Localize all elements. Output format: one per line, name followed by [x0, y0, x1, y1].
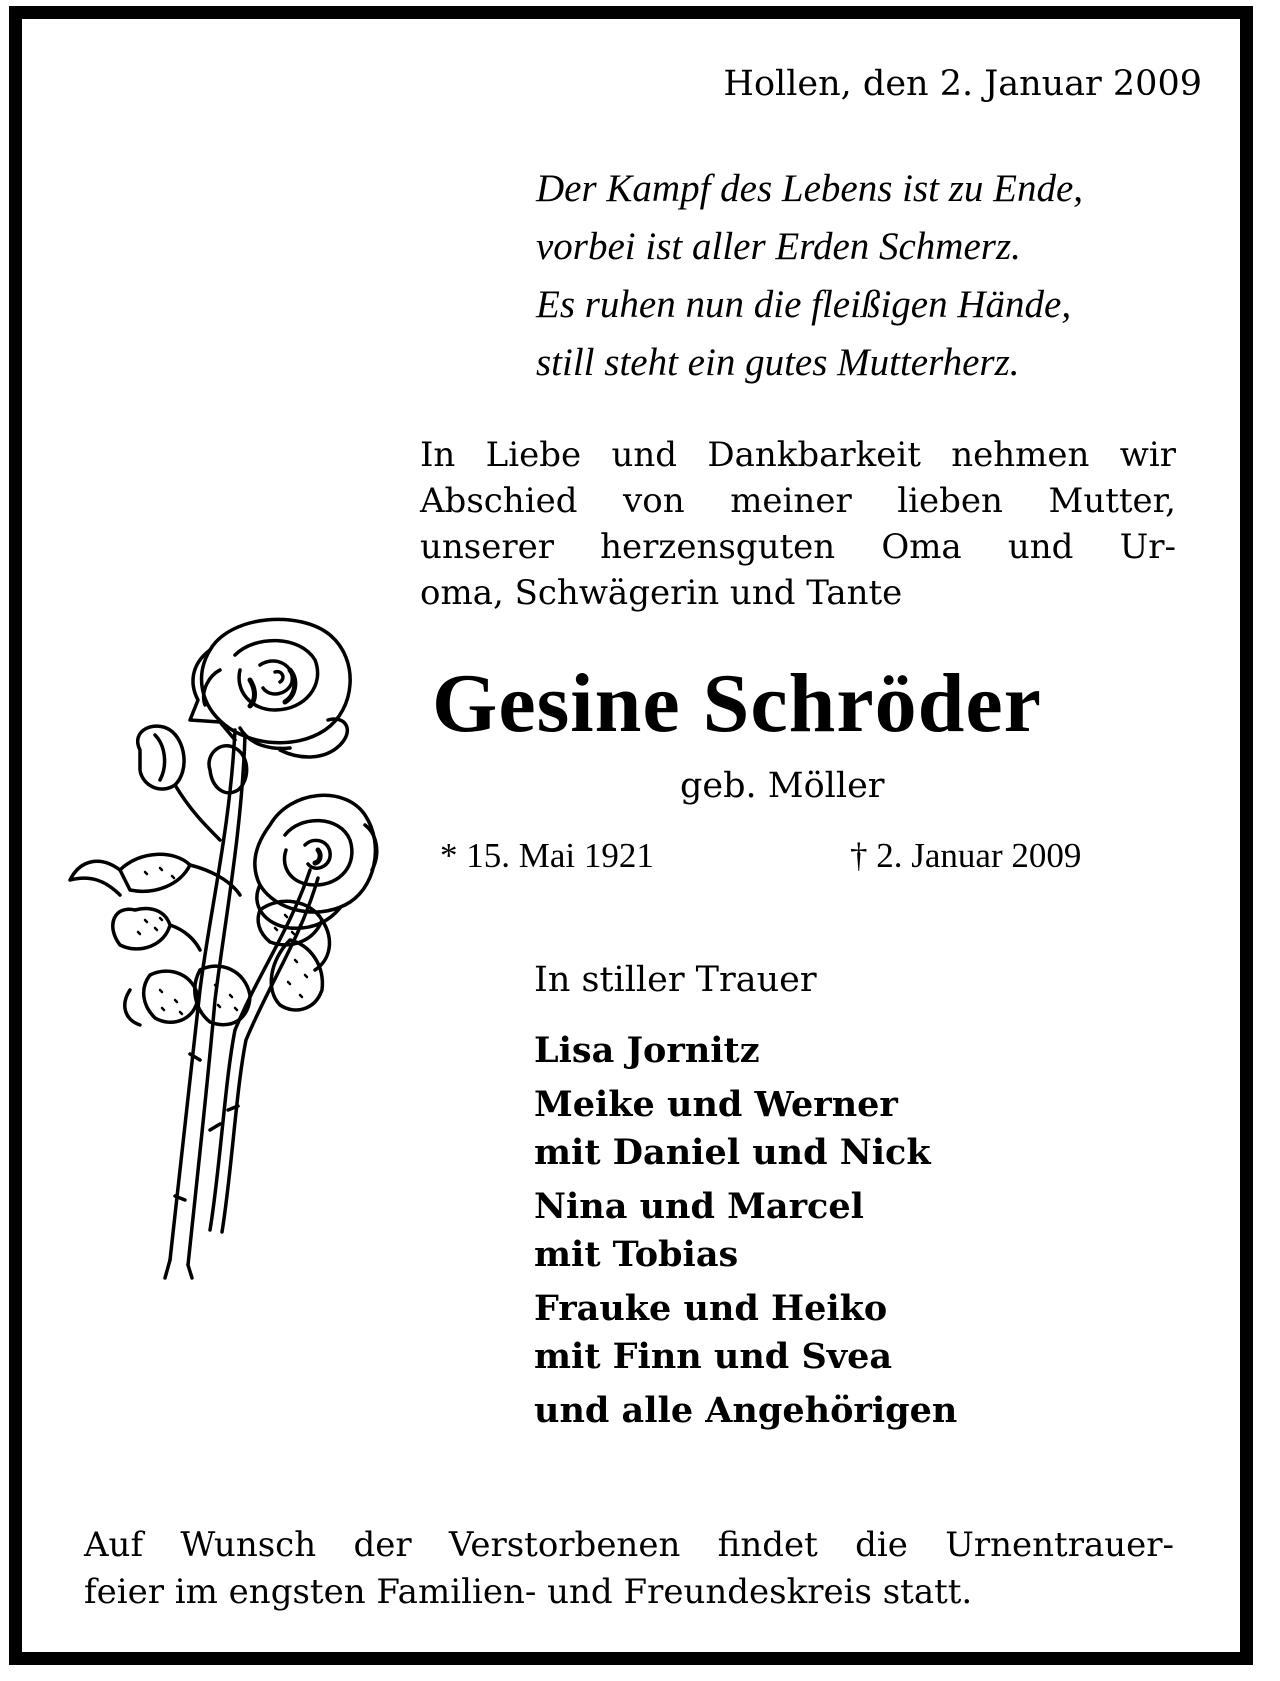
mourning-label: In stiller Trauer [534, 960, 817, 1000]
family-list [534, 1027, 957, 1441]
family-line: und alle Angehörigen [534, 1390, 958, 1431]
family-group [534, 1285, 957, 1381]
birth-date: * 15. Mai 1921 [440, 836, 654, 875]
poem-line: still steht ein gutes Mutterherz. [536, 341, 1020, 384]
family-line: mit Finn und Svea [534, 1336, 893, 1377]
intro-line: unserer herzensguten Oma und Ur- [420, 527, 1176, 567]
family-line: Lisa Jornitz [534, 1030, 760, 1071]
family-line: Nina und Marcel [534, 1186, 864, 1227]
intro-line: In Liebe und Dankbarkeit nehmen wir [420, 435, 1176, 475]
rose-illustration-icon [60, 610, 380, 1290]
maiden-name: geb. Möller [680, 766, 885, 806]
intro-line: oma, Schwägerin und Tante [420, 573, 903, 613]
poem-line: Der Kampf des Lebens ist zu Ende, [536, 167, 1084, 210]
footer-line: feier im engsten Familien- und Freundeskreis statt. [84, 1572, 973, 1612]
family-group [534, 1027, 957, 1075]
death-date: † 2. Januar 2009 [850, 836, 1082, 875]
place-date: Hollen, den 2. Januar 2009 [723, 64, 1202, 104]
footer-note [84, 1522, 1174, 1616]
intro-line: Abschied von meiner lieben Mutter, [420, 481, 1176, 521]
family-line: Frauke und Heiko [534, 1288, 888, 1329]
family-group [534, 1081, 957, 1177]
poem-line: vorbei ist aller Erden Schmerz. [536, 225, 1021, 268]
family-line: Meike und Werner [534, 1084, 898, 1125]
intro-text [420, 432, 1176, 616]
footer-line: Auf Wunsch der Verstorbenen findet die Urnentrauer- [84, 1525, 1174, 1565]
family-group [534, 1387, 957, 1435]
poem-line: Es ruhen nun die fleißigen Hände, [536, 283, 1072, 326]
family-group [534, 1183, 957, 1279]
poem [536, 160, 1083, 392]
family-line: mit Daniel und Nick [534, 1132, 931, 1173]
family-line: mit Tobias [534, 1234, 739, 1275]
deceased-name: Gesine Schröder [432, 657, 1042, 750]
